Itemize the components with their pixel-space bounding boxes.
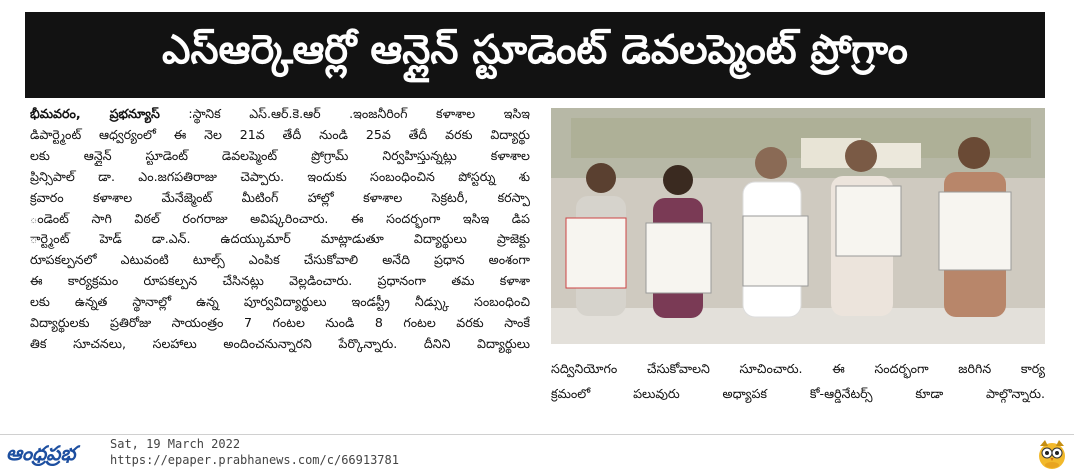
article-line-6: ండెంట్ సాగి విఠల్ రంగరాజు అవిష్కరించారు. ఈ సందర్భంగా ఇసిఇ డిప	[30, 210, 530, 226]
article-line-4: ప్రిన్సిపాల్ డా. ఎం.జగపతిరాజు చెప్పారు. ఇందుకు సంబంధించిన పోస్టర్ను శు	[30, 168, 530, 184]
andhraprabha-logo[interactable]: ఆంధ్రప్రభ	[6, 441, 76, 465]
article-line-12: తిక సూచనలు, సలహాలు అందించనున్నారని పేర్కొన్నారు. దీనిని విద్యార్థులు	[30, 335, 530, 351]
article-line-10: లకు ఉన్నత స్థానాల్లో ఉన్న పూర్వవిద్యార్థులు ఇండస్ట్రీ నీడ్స్కు సంబంధించి	[30, 294, 530, 310]
article-line-7: ార్ట్మెంట్ హెడ్ డా.ఎన్. ఉదయ్కుమార్ మాట్లాడుతూ విద్యార్థులు ప్రాజెక్టు	[30, 231, 530, 247]
article-line-3: లకు ఆన్లైన్ స్టూడెంట్ డెవలప్మెంట్ ప్రోగ్రామ్ నిర్వహిస్తున్నట్లు కళాశాల	[30, 147, 530, 163]
right-line-1: సద్వినియోగం చేసుకోవాలని సూచించారు. ఈ సందర్భంగా జరిగిన కార్య	[551, 361, 1045, 376]
article-body	[30, 104, 530, 355]
article-line-5: క్రవారం కళాశాల మేనేజ్మెంట్ మీటింగ్ హాల్లో కళాశాల సెక్రటరీ, కరస్పా	[30, 189, 530, 205]
headline-banner	[25, 12, 1045, 98]
news-photo	[551, 108, 1045, 344]
photo-illustration	[551, 108, 1045, 344]
article-line-2: డిపార్ట్మెంట్ ఆధ్వర్యంలో ఈ నెల 21వ తేదీ నుండి 25వ తేదీ వరకు విద్యార్థు	[30, 126, 530, 142]
headline-text: ఎస్ఆర్కెఆర్లో ఆన్లైన్ స్టూడెంట్ డెవలప్మెంట్ ప్రోగ్రాం	[162, 27, 908, 73]
article-line-9: ఈ కార్యక్రమం రూపకల్పన చేసినట్లు వెల్లడించారు. ప్రధానంగా తమ కళాశా	[30, 273, 530, 289]
article-continuation	[551, 356, 1045, 406]
epaper-url[interactable]: https://epaper.prabhanews.com/c/66913781	[110, 453, 399, 467]
article-line-11: విద్యార్థులకు ప్రతిరోజు సాయంత్రం 7 గంటల నుండి 8 గంటల వరకు సాంకే	[30, 315, 530, 331]
publication-date: Sat, 19 March 2022	[110, 437, 241, 451]
footer-divider	[0, 434, 1074, 435]
article-line-1: భీమవరం, ప్రభన్యూస్ :స్థానిక ఎస్.ఆర్.కె.ఆర్ .ఇంజనీరింగ్ కళాశాల ఇసిఇ	[30, 106, 530, 121]
article-line-8: రూపకల్పనలో ఎటువంటి టూల్స్ ఎంపిక చేసుకోవాలి అనేది ప్రధాన అంశంగా	[30, 252, 530, 268]
footer-meta	[110, 436, 399, 468]
article-dateline: భీమవరం, ప్రభన్యూస్	[30, 106, 160, 121]
owl-icon[interactable]	[1036, 436, 1068, 470]
right-line-2: క్రమంలో పలువురు అధ్యాపక కో-ఆర్డినేటర్స్ కూడా పాల్గొన్నారు.	[551, 386, 1045, 401]
